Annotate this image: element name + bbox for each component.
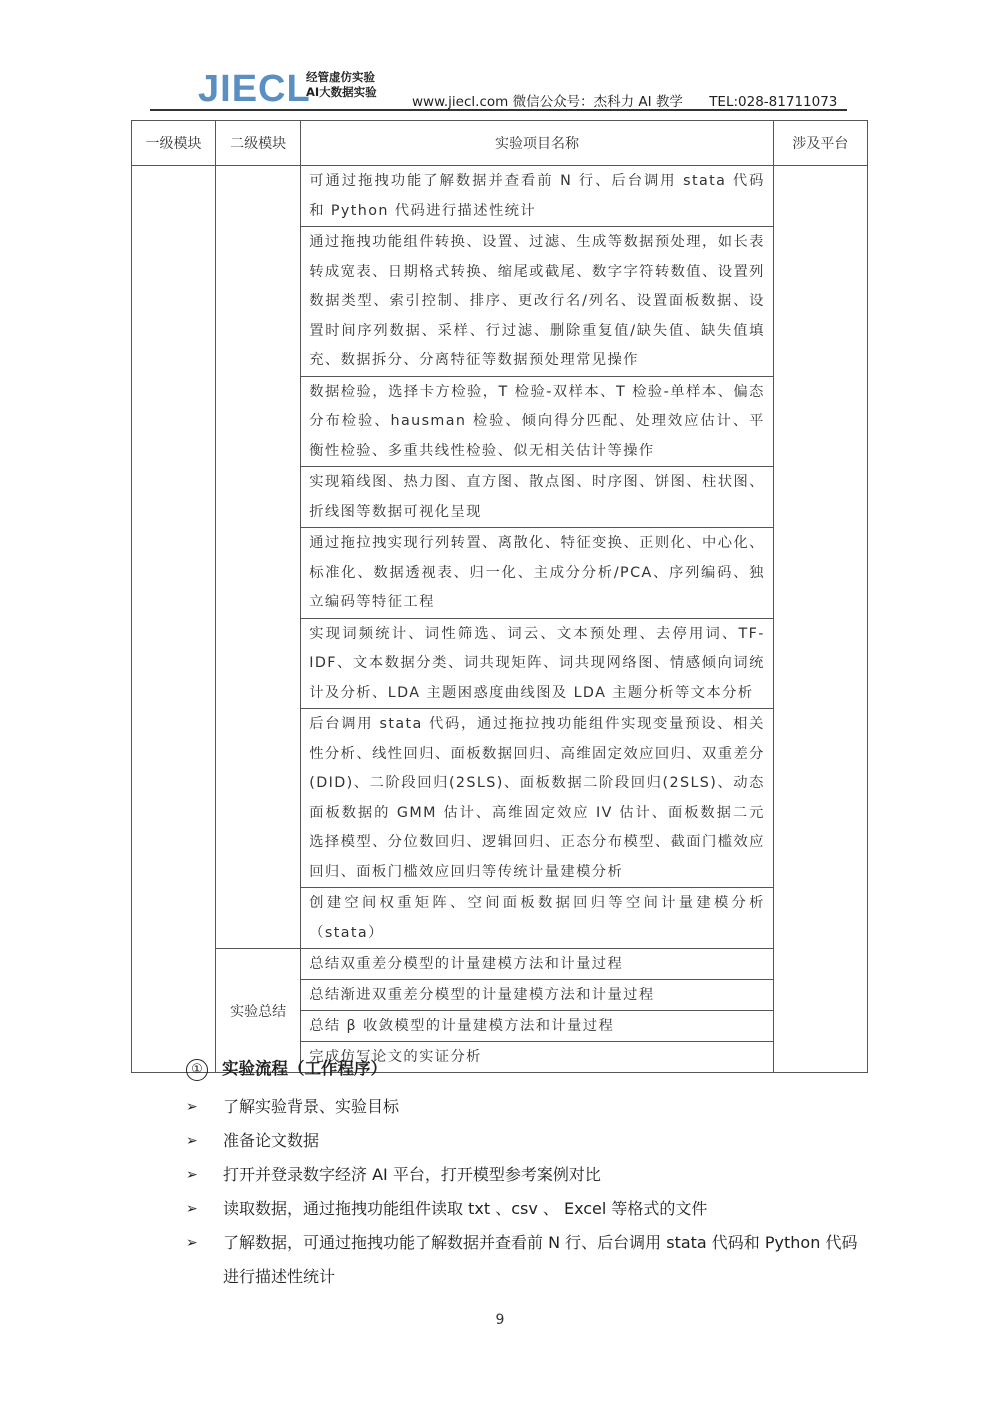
level2-cell [216, 166, 301, 949]
module-table [131, 120, 868, 1073]
process-step: ➢ 打开并登录数字经济 AI 平台，打开模型参考案例对比 [186, 1158, 866, 1192]
header-platform: 涉及平台 [773, 121, 867, 166]
project-item: 可通过拖拽功能了解数据并查看前 N 行、后台调用 stata 代码和 Python 代码进行描述性统计 [301, 166, 774, 227]
circled-number: ① [186, 1059, 208, 1081]
arrow-bullet-icon: ➢ [186, 1167, 198, 1183]
logo-subtitle [306, 70, 377, 100]
arrow-bullet-icon: ➢ [186, 1133, 198, 1149]
logo-line-2: AI大数据实验 [306, 85, 377, 99]
arrow-bullet-icon: ➢ [186, 1201, 198, 1217]
summary-item: 总结渐进双重差分模型的计量建模方法和计量过程 [301, 980, 774, 1011]
summary-item: 总结双重差分模型的计量建模方法和计量过程 [301, 949, 774, 980]
header-contact [412, 90, 837, 110]
table-header-row [132, 121, 868, 166]
summary-item: 总结 β 收敛模型的计量建模方法和计量过程 [301, 1011, 774, 1042]
summary-item: 完成仿写论文的实证分析 [301, 1042, 774, 1073]
page-number: 9 [495, 1312, 505, 1328]
process-heading [186, 1056, 866, 1082]
header-level2: 二级模块 [216, 121, 301, 166]
website-link[interactable]: www.jiecl.com [412, 94, 509, 110]
arrow-bullet-icon: ➢ [186, 1099, 198, 1115]
logo: JIECL [198, 68, 311, 110]
process-step: ➢ 准备论文数据 [186, 1124, 866, 1158]
process-title: 实验流程（工作程序） [222, 1059, 387, 1078]
logo-line-1: 经管虚仿实验 [306, 70, 375, 84]
wechat-info: 微信公众号：杰科力 AI 教学 [512, 94, 683, 110]
process-step: ➢ 读取数据，通过拖拽功能组件读取 txt 、csv 、 Excel 等格式的文件 [186, 1192, 866, 1226]
level1-cell [132, 166, 216, 1073]
platform-cell [773, 166, 867, 1073]
arrow-bullet-icon: ➢ [186, 1235, 198, 1251]
process-step: ➢ 了解实验背景、实验目标 [186, 1090, 866, 1124]
header-divider [150, 109, 847, 111]
process-section [186, 1056, 866, 1294]
header-project-name: 实验项目名称 [301, 121, 774, 166]
telephone: TEL:028-81711073 [709, 94, 838, 110]
table-row [132, 166, 868, 227]
project-item: 通过拖拽功能组件转换、设置、过滤、生成等数据预处理，如长表转成宽表、日期格式转换、缩尾或截尾、数字字符转数值、设置列数据类型、索引控制、排序、更改行名/列名、设置面板数据、设置时间序列数据、采样、行过滤、删除重复值/缺失值、缺失值填充、数据拆分、分离特征等数据预处理常见操作 [301, 227, 774, 377]
summary-module-label: 实验总结 [216, 949, 301, 1073]
project-item: 后台调用 stata 代码，通过拖拉拽功能组件实现变量预设、相关性分析、线性回归、面板数据回归、高维固定效应回归、双重差分(DID)、二阶段回归(2SLS)、面板数据二阶段回归(2SLS)、动态面板数据的 GMM 估计、高维固定效应 IV 估计、面板数据二元选择模型、分位数回归、逻辑回归、正态分布模型、截面门槛效应回归、面板门槛效应回归等传统计量建模分析 [301, 709, 774, 888]
project-item: 数据检验，选择卡方检验，T 检验-双样本、T 检验-单样本、偏态分布检验、hausman 检验、倾向得分匹配、处理效应估计、平衡性检验、多重共线性检验、似无相关估计等操作 [301, 376, 774, 467]
project-item: 实现箱线图、热力图、直方图、散点图、时序图、饼图、柱状图、折线图等数据可视化呈现 [301, 467, 774, 528]
project-item: 通过拖拉拽实现行列转置、离散化、特征变换、正则化、中心化、标准化、数据透视表、归一化、主成分分析/PCA、序列编码、独立编码等特征工程 [301, 528, 774, 619]
table-row [132, 949, 868, 980]
header-level1: 一级模块 [132, 121, 216, 166]
project-item: 实现词频统计、词性筛选、词云、文本预处理、去停用词、TF-IDF、文本数据分类、词共现矩阵、词共现网络图、情感倾向词统计及分析、LDA 主题困惑度曲线图及 LDA 主题分析等文本分析 [301, 618, 774, 709]
project-item: 创建空间权重矩阵、空间面板数据回归等空间计量建模分析（stata） [301, 888, 774, 949]
process-step: ➢ 了解数据，可通过拖拽功能了解数据并查看前 N 行、后台调用 stata 代码和 Python 代码进行描述性统计 [186, 1226, 866, 1294]
page-header [150, 64, 850, 112]
